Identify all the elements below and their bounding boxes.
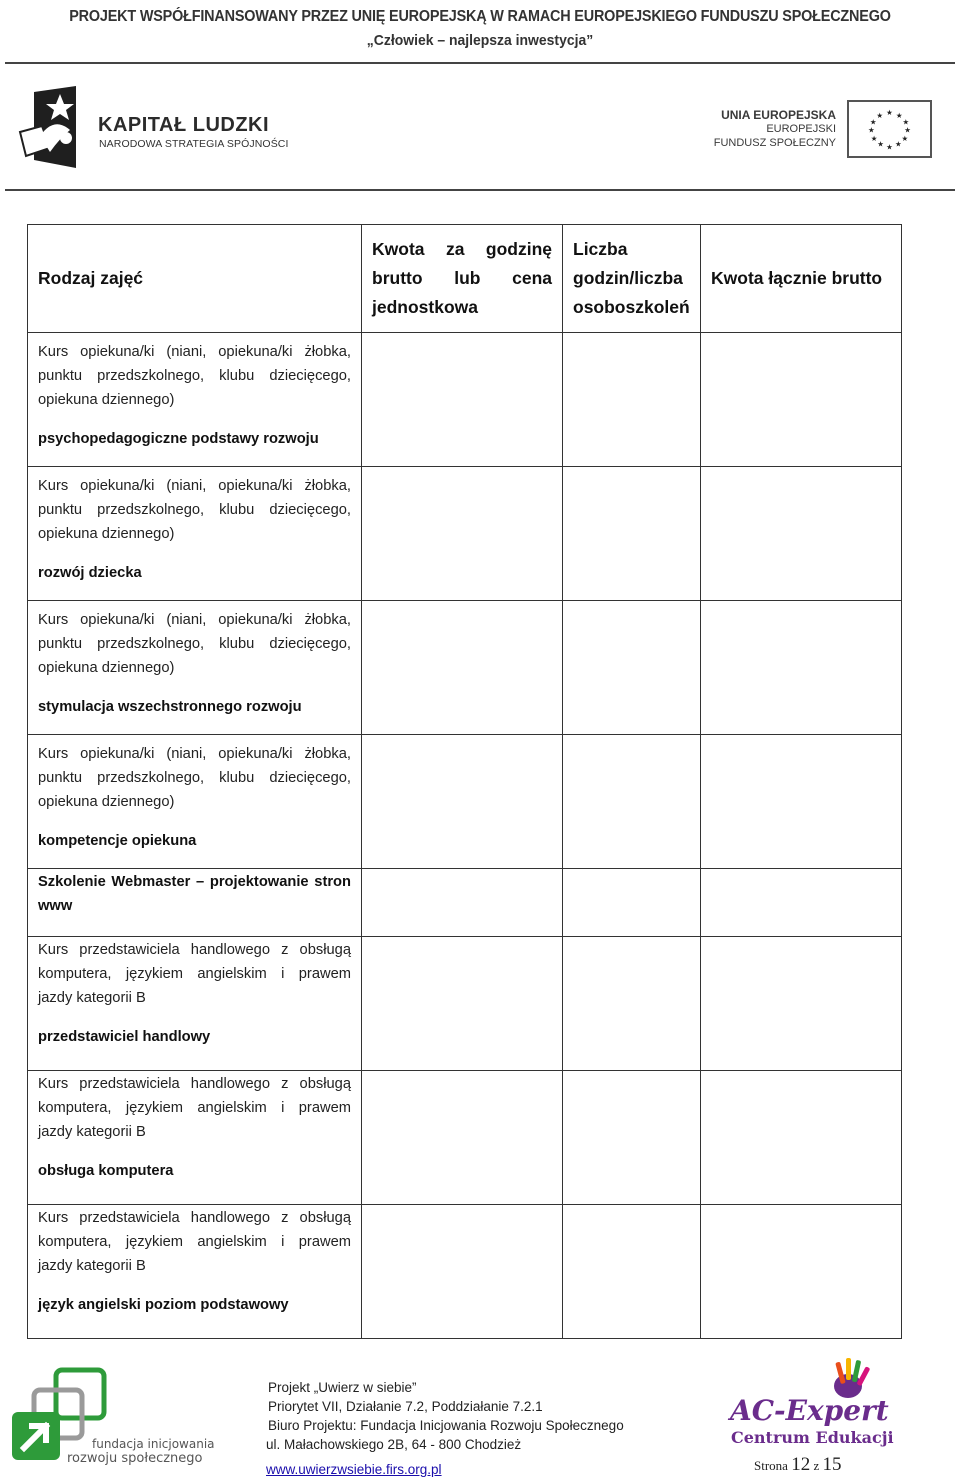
- svg-text:★: ★: [886, 108, 893, 118]
- svg-text:★: ★: [886, 142, 893, 152]
- project-header-line1: PROJEKT WSPÓŁFINANSOWANY PRZEZ UNIĘ EUROPEJSKĄ W RAMACH EUROPEJSKIEGO FUNDUSZU SPOŁECZNEGO: [69, 8, 891, 25]
- eu-logo-text: [714, 108, 836, 150]
- table-row: [28, 467, 902, 601]
- table-row: [28, 869, 902, 937]
- ac-expert-title: AC-Expert: [730, 1394, 889, 1427]
- course-module: psychopedagogiczne podstawy rozwoju: [38, 431, 319, 447]
- project-header: [0, 8, 960, 49]
- header-kwota-lacznie: Kwota łącznie brutto: [701, 225, 902, 333]
- svg-text:★: ★: [870, 134, 878, 144]
- course-cell: Kurs przedstawiciela handlowego z obsługą komputera, językiem angielskim i prawem jazdy kategorii B przedstawiciel handlowy: [28, 937, 362, 1071]
- svg-text:★: ★: [895, 110, 903, 120]
- project-header-line2: „Człowiek – najlepsza inwestycja”: [366, 32, 594, 49]
- course-module: rozwój dziecka: [38, 565, 142, 581]
- total-cell[interactable]: [701, 937, 902, 1071]
- course-cell: Kurs opiekuna/ki (niani, opiekuna/ki żłobka, punktu przedszkolnego, klubu dziecięcego, opiekuna dziennego) kompetencje opiekuna: [28, 735, 362, 869]
- price-cell[interactable]: [362, 937, 563, 1071]
- ac-expert-subtitle: Centrum Edukacji: [731, 1428, 894, 1447]
- hours-cell[interactable]: [563, 601, 701, 735]
- table-row: [28, 735, 902, 869]
- total-cell[interactable]: [701, 1071, 902, 1205]
- course-module: kompetencje opiekuna: [38, 833, 197, 849]
- hours-cell[interactable]: [563, 937, 701, 1071]
- hours-cell[interactable]: [563, 467, 701, 601]
- table-header-row: [28, 225, 902, 333]
- price-cell[interactable]: [362, 735, 563, 869]
- course-cell: Kurs przedstawiciela handlowego z obsługą komputera, językiem angielskim i prawem jazdy kategorii B obsługa komputera: [28, 1071, 362, 1205]
- course-module: przedstawiciel handlowy: [38, 1029, 211, 1045]
- footer-priority: Priorytet VII, Działanie 7.2, Poddziałanie 7.2.1: [268, 1399, 543, 1414]
- svg-text:★: ★: [902, 117, 910, 127]
- price-cell[interactable]: [362, 869, 563, 937]
- header-divider: [5, 62, 955, 64]
- svg-text:★: ★: [868, 125, 875, 135]
- table-row: [28, 333, 902, 467]
- footer-project-name: Projekt „Uwierz w siebie”: [268, 1380, 417, 1395]
- logo-divider: [5, 189, 955, 191]
- table-row: [28, 1071, 902, 1205]
- total-cell[interactable]: [701, 1205, 902, 1339]
- course-module: stymulacja wszechstronnego rozwoju: [38, 699, 302, 715]
- hours-cell[interactable]: [563, 1071, 701, 1205]
- fundacja-logo-line2: rozwoju społecznego: [67, 1451, 203, 1466]
- hours-cell[interactable]: [563, 869, 701, 937]
- svg-text:★: ★: [901, 134, 909, 144]
- total-cell[interactable]: [701, 601, 902, 735]
- price-cell[interactable]: [362, 333, 563, 467]
- page-number: Strona 12 z 15: [754, 1454, 842, 1475]
- course-cell: Kurs opiekuna/ki (niani, opiekuna/ki żłobka, punktu przedszkolnego, klubu dziecięcego, opiekuna dziennego) rozwój dziecka: [28, 467, 362, 601]
- footer-website-link[interactable]: www.uwierzwsiebie.firs.org.pl: [266, 1462, 442, 1477]
- header-liczba-godzin: Liczba godzin/liczba osoboszkoleń: [563, 225, 701, 333]
- eu-line-1: UNIA EUROPEJSKA: [721, 108, 836, 122]
- price-cell[interactable]: [362, 601, 563, 735]
- course-cell: Kurs przedstawiciela handlowego z obsługą komputera, językiem angielskim i prawem jazdy kategorii B język angielski poziom podstawowy: [28, 1205, 362, 1339]
- svg-text:★: ★: [876, 110, 884, 120]
- table-row: [28, 601, 902, 735]
- total-cell[interactable]: [701, 467, 902, 601]
- table-row: [28, 937, 902, 1071]
- course-cell: Kurs opiekuna/ki (niani, opiekuna/ki żłobka, punktu przedszkolnego, klubu dziecięcego, opiekuna dziennego) stymulacja wszechstronnego rozwoju: [28, 601, 362, 735]
- pricing-table: [27, 224, 902, 1339]
- hours-cell[interactable]: [563, 333, 701, 467]
- total-cell[interactable]: [701, 735, 902, 869]
- eu-line-3: FUNDUSZ SPOŁECZNY: [713, 137, 836, 149]
- fundacja-logo-line1: fundacja inicjowania: [92, 1437, 215, 1451]
- price-cell[interactable]: [362, 467, 563, 601]
- fundacja-logo-icon: [10, 1368, 215, 1468]
- kapital-ludzki-subtitle: NARODOWA STRATEGIA SPÓJNOŚCI: [99, 138, 289, 150]
- price-cell[interactable]: [362, 1071, 563, 1205]
- header-kwota-za-godzine: Kwota za godzinę brutto lub cena jednostkowa: [362, 225, 563, 333]
- course-cell: Kurs opiekuna/ki (niani, opiekuna/ki żłobka, punktu przedszkolnego, klubu dziecięcego, opiekuna dziennego) psychopedagogiczne podstawy rozwoju: [28, 333, 362, 467]
- course-module: język angielski poziom podstawowy: [38, 1297, 289, 1313]
- footer-address: ul. Małachowskiego 2B, 64 - 800 Chodzież: [266, 1437, 522, 1452]
- course-cell: Szkolenie Webmaster – projektowanie stron www: [28, 869, 362, 937]
- header-rodzaj-zajec: Rodzaj zajęć: [28, 225, 362, 333]
- footer-info: [268, 1378, 624, 1479]
- eu-flag-icon: [847, 100, 932, 158]
- total-cell[interactable]: [701, 333, 902, 467]
- svg-text:★: ★: [895, 139, 902, 149]
- table-row: [28, 1205, 902, 1339]
- kapital-ludzki-title: KAPITAŁ LUDZKI: [98, 114, 270, 136]
- footer-office: Biuro Projektu: Fundacja Inicjowania Rozwoju Społecznego: [268, 1418, 624, 1433]
- price-cell[interactable]: [362, 1205, 563, 1339]
- total-cell[interactable]: [701, 869, 902, 937]
- hours-cell[interactable]: [563, 735, 701, 869]
- ac-expert-logo-icon: [728, 1358, 903, 1450]
- svg-text:★: ★: [877, 139, 884, 149]
- svg-text:★: ★: [869, 117, 877, 127]
- course-module: obsługa komputera: [38, 1163, 174, 1179]
- eu-line-2: EUROPEJSKI: [766, 123, 836, 135]
- svg-text:★: ★: [904, 125, 911, 135]
- hours-cell[interactable]: [563, 1205, 701, 1339]
